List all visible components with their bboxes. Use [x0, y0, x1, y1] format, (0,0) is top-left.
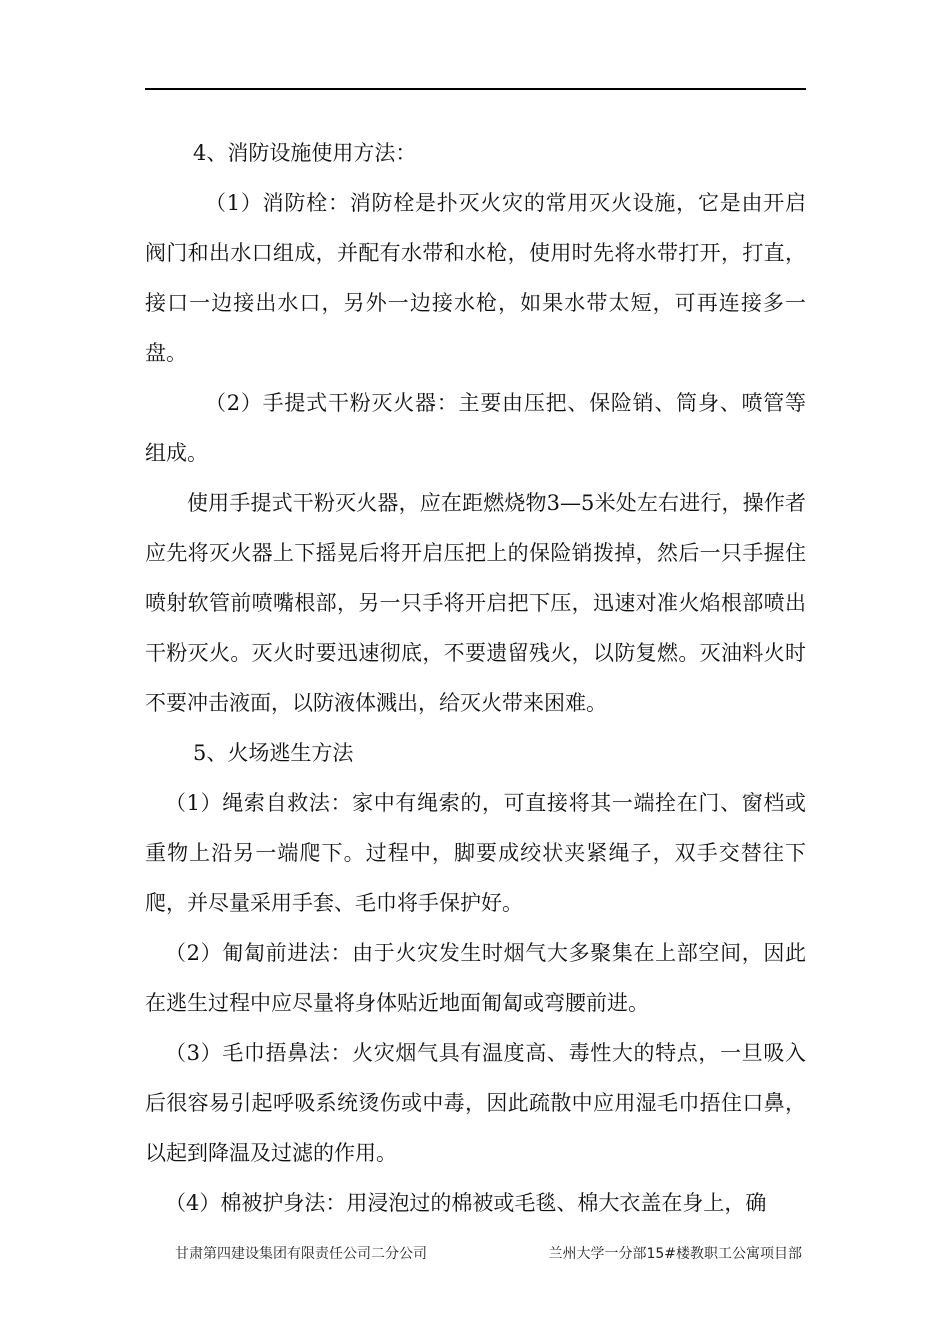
- document-body: [145, 128, 806, 1228]
- paragraph-dry-powder-extinguisher: （2）手提式干粉灭火器：主要由压把、保险销、筒身、喷管等组成。: [145, 391, 806, 465]
- footer-company: 甘肃第四建设集团有限责任公司二分公司: [175, 1246, 427, 1262]
- paragraph-crawl-forward: （2）匍匐前进法：由于火灾发生时烟气大多聚集在上部空间，因此在逃生过程中应尽量将身体贴近地面匍匐或弯腰前进。: [145, 941, 806, 1015]
- header-rule: [145, 88, 806, 90]
- heading-fire-escape-methods: 5、火场逃生方法: [193, 741, 354, 765]
- paragraph-extinguisher-operation: 使用手提式干粉灭火器，应在距燃烧物3—5米处左右进行，操作者应先将灭火器上下摇晃后将开启压把上的保险销拨掉，然后一只手握住喷射软管前喷嘴根部，另一只手将开启把下压，迅速对准火焰根部喷出干粉灭火。灭火时要迅速彻底，不要遗留残火，以防复燃。灭油料火时不要冲击液面，以防液体溅出，给灭火带来困难。: [145, 491, 806, 715]
- paragraph-quilt-protection: （4）棉被护身法：用浸泡过的棉被或毛毯、棉大衣盖在身上，确: [165, 1191, 767, 1215]
- paragraph-towel-cover-nose: （3）毛巾捂鼻法：火灾烟气具有温度高、毒性大的特点，一旦吸入后很容易引起呼吸系统烫伤或中毒，因此疏散中应用湿毛巾捂住口鼻，以起到降温及过滤的作用。: [145, 1041, 806, 1165]
- heading-fire-equipment-usage: 4、消防设施使用方法：: [193, 141, 417, 165]
- footer-project: 兰州大学一分部15#楼教职工公寓项目部: [548, 1246, 802, 1262]
- paragraph-fire-hydrant: （1）消防栓：消防栓是扑灭火灾的常用灭火设施，它是由开启阀门和出水口组成，并配有水带和水枪，使用时先将水带打开，打直，接口一边接出水口，另外一边接水枪，如果水带太短，可再连接多一盘。: [145, 191, 806, 365]
- paragraph-rope-escape: （1）绳索自救法：家中有绳索的，可直接将其一端拴在门、窗档或重物上沿另一端爬下。过程中，脚要成绞状夹紧绳子，双手交替往下爬，并尽量采用手套、毛巾将手保护好。: [145, 791, 806, 915]
